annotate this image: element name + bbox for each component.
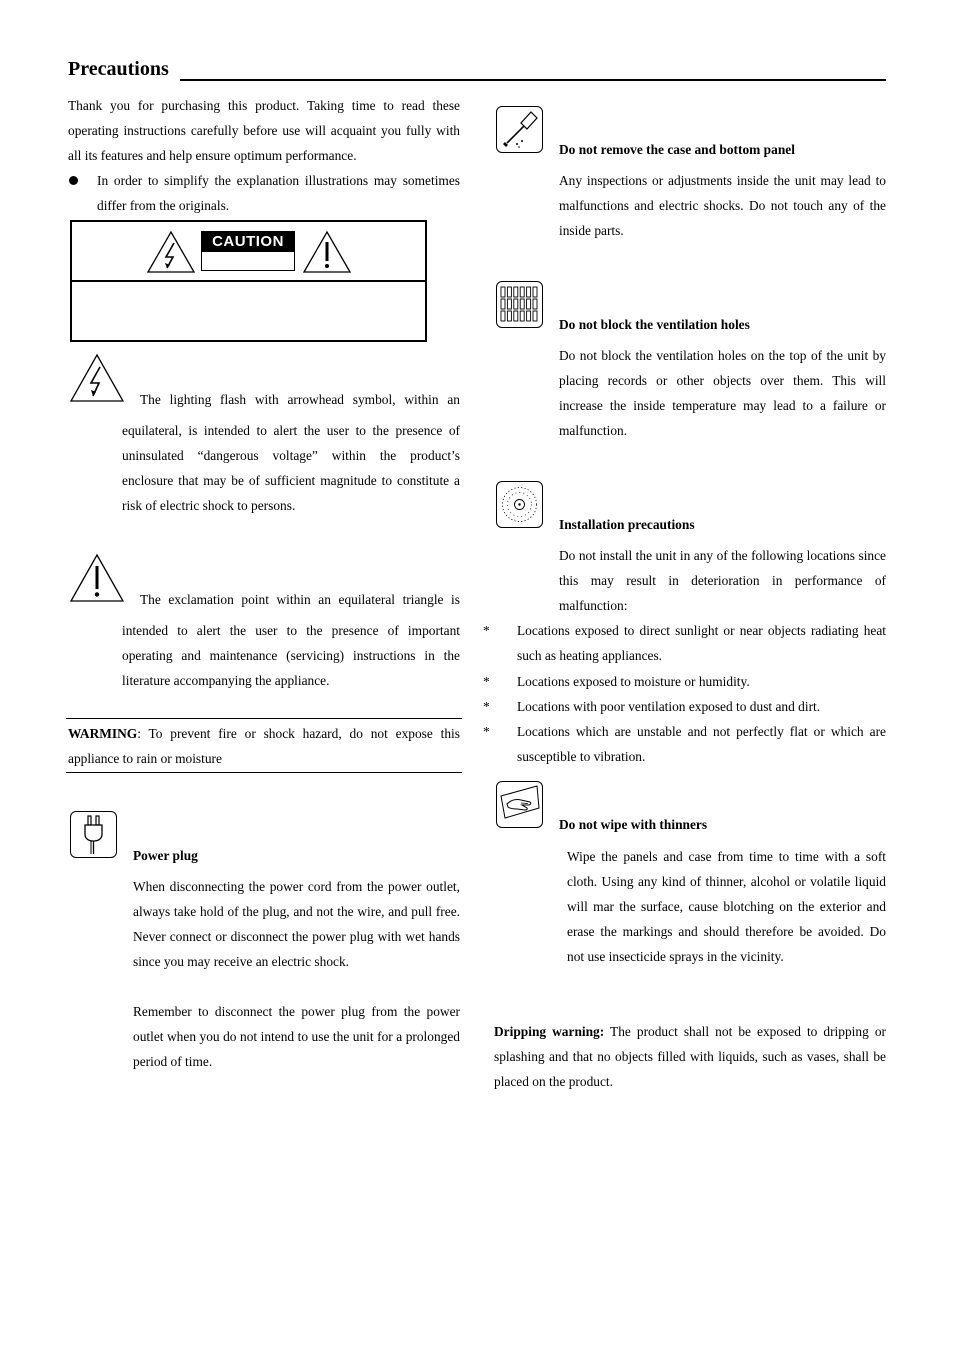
screwdriver-icon (496, 106, 543, 153)
installation-item-4: Locations which are unstable and not perfectly flat or which are susceptible to vibration. (517, 724, 886, 764)
dripping-label: Dripping warning: (494, 1024, 605, 1039)
warning-bottom-rule (66, 772, 462, 773)
vent-slot (514, 311, 518, 321)
vent-slot (520, 299, 524, 309)
power-plug-text-1: When disconnecting the power cord from the power outlet, always take hold of the plug, and not the wire, and pull free. Never connect or disconnect the power plug with wet hands since you may receive an electric shock. (133, 879, 460, 969)
ventilation-text: Do not block the ventilation holes on the top of the unit by placing records or other objects over them. This will increase the inside temperature may lead to a failure or malfunction. (559, 348, 886, 438)
warning-label: WARMING (68, 726, 138, 741)
caution-divider (72, 280, 425, 282)
vent-slot (520, 287, 524, 297)
caution-box (70, 220, 427, 342)
power-plug-text-2: Remember to disconnect the power plug from the power outlet when you do not intend to use the unit for a prolonged period of time. (133, 1004, 460, 1069)
ventilation-holes-icon (496, 281, 543, 328)
exclamation-triangle-icon (302, 230, 352, 274)
vent-slot (507, 311, 511, 321)
intro-bullet-text: In order to simplify the explanation illustrations may sometimes differ from the originals. (97, 173, 460, 213)
thinners-text: Wipe the panels and case from time to time with a soft cloth. Using any kind of thinner, alcohol or volatile liquid will mar the surface, cause blotching on the exterior and erase the markings and should therefore be avoided. Do not use insecticide sprays in the vicinity. (567, 849, 886, 964)
intro-paragraph: Thank you for purchasing this product. Taking time to read these operating instructions carefully before use will acquaint you fully with all its features and help ensure optimum performance. (68, 98, 460, 163)
installation-disc-icon (496, 481, 543, 528)
lightning-triangle-icon (146, 230, 196, 274)
ventilation-heading: Do not block the ventilation holes (559, 317, 750, 332)
page-title: Precautions (68, 58, 169, 80)
vent-slot (527, 299, 531, 309)
installation-bullet-marker: * (483, 724, 490, 739)
warning-paragraph (68, 721, 460, 771)
vent-slot (501, 287, 505, 297)
warning-text: : To prevent fire or shock hazard, do not expose this appliance to rain or moisture (68, 726, 460, 766)
lightning-text-line1: The lighting flash with arrowhead symbol, within an (140, 392, 460, 407)
vent-slot (527, 311, 531, 321)
vent-slot (514, 287, 518, 297)
installation-heading: Installation precautions (559, 517, 695, 532)
vent-slot (514, 299, 518, 309)
power-plug-icon (70, 811, 117, 858)
dripping-text: The product shall not be exposed to dripping or splashing and that no objects filled with liquids, such as vases, shall be placed on the product. (494, 1024, 886, 1089)
vent-slot (507, 287, 511, 297)
bullet-dot-icon (69, 176, 78, 185)
dripping-paragraph (494, 1019, 886, 1094)
installation-item-2: Locations exposed to moisture or humidity. (517, 674, 750, 689)
installation-bullet-marker: * (483, 623, 490, 638)
vent-slot (533, 299, 537, 309)
vent-slot (501, 299, 505, 309)
installation-item-1: Locations exposed to direct sunlight or near objects radiating heat such as heating appliances. (517, 623, 886, 663)
power-plug-heading: Power plug (133, 848, 198, 863)
caution-label (201, 231, 295, 271)
exclamation-text: intended to alert the user to the presence of important operating and maintenance (servicing) instructions in the literature accompanying the appliance. (122, 623, 460, 688)
title-rule (180, 79, 886, 81)
warning-top-rule (66, 718, 462, 719)
lightning-warning-icon (69, 353, 125, 403)
wiping-hand-icon (496, 781, 543, 828)
installation-bullet-marker: * (483, 674, 490, 689)
installation-item-3: Locations with poor ventilation exposed to dust and dirt. (517, 699, 821, 714)
vent-slot (507, 299, 511, 309)
installation-text: Do not install the unit in any of the following locations since this may result in deterioration in performance of malfunction: (559, 548, 886, 613)
exclamation-text-line1: The exclamation point within an equilateral triangle is (140, 592, 460, 607)
vent-slot (501, 311, 505, 321)
case-text: Any inspections or adjustments inside the unit may lead to malfunctions and electric shocks. Do not touch any of the inside parts. (559, 173, 886, 238)
vent-slot (533, 311, 537, 321)
case-heading: Do not remove the case and bottom panel (559, 142, 795, 157)
caution-label-text: CAUTION (202, 232, 294, 252)
installation-bullet-marker: * (483, 699, 490, 714)
vent-slot (527, 287, 531, 297)
vent-slot (520, 311, 524, 321)
lightning-text: equilateral, is intended to alert the user to the presence of uninsulated “dangerous voltage” within the product’s enclosure that may be of sufficient magnitude to constitute a risk of electric shock to persons. (122, 423, 460, 513)
vent-slot (533, 287, 537, 297)
exclamation-warning-icon (69, 553, 125, 603)
thinners-heading: Do not wipe with thinners (559, 817, 708, 832)
